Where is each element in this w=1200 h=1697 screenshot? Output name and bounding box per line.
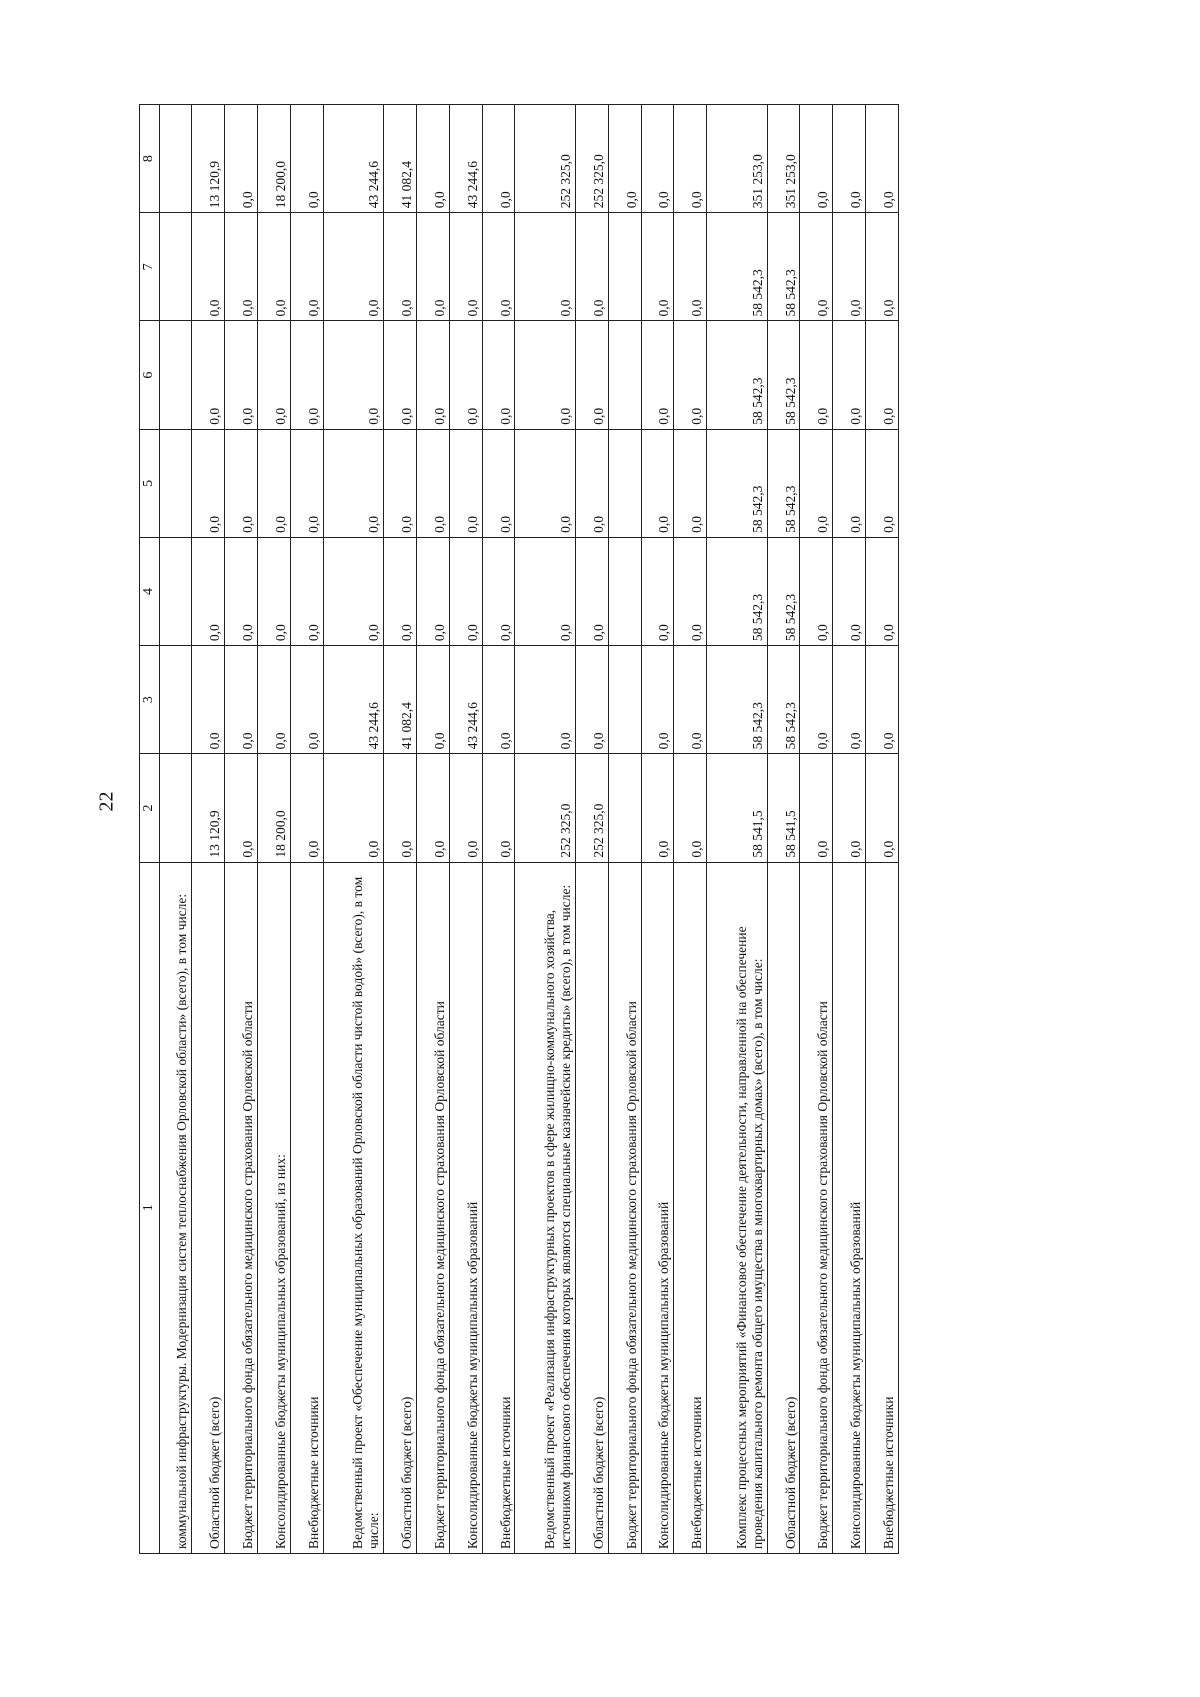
row-value: 252 325,0 bbox=[515, 105, 575, 213]
row-label: Консолидированные бюджеты муниципальных образований bbox=[641, 862, 674, 1553]
table-body bbox=[159, 105, 898, 1554]
row-value: 58 542,3 bbox=[707, 646, 767, 754]
row-value: 0,0 bbox=[449, 213, 482, 321]
row-value: 0,0 bbox=[225, 537, 258, 645]
row-value: 0,0 bbox=[192, 646, 225, 754]
row-label: Областной бюджет (всего) bbox=[192, 862, 225, 1553]
column-header: 5 bbox=[140, 429, 160, 537]
row-value: 0,0 bbox=[575, 429, 608, 537]
row-label: Консолидированные бюджеты муниципальных образований, из них: bbox=[258, 862, 291, 1553]
row-value: 0,0 bbox=[416, 105, 449, 213]
row-value: 0,0 bbox=[416, 429, 449, 537]
row-value: 0,0 bbox=[225, 213, 258, 321]
row-value bbox=[159, 754, 192, 862]
row-value: 0,0 bbox=[258, 646, 291, 754]
row-value: 58 542,3 bbox=[767, 646, 800, 754]
row-value: 0,0 bbox=[384, 429, 417, 537]
budget-table bbox=[139, 104, 899, 1554]
column-header: 2 bbox=[140, 754, 160, 862]
row-value: 0,0 bbox=[258, 321, 291, 429]
row-label: Консолидированные бюджеты муниципальных образований bbox=[449, 862, 482, 1553]
table-row bbox=[515, 105, 575, 1554]
row-value bbox=[159, 321, 192, 429]
row-value: 0,0 bbox=[449, 321, 482, 429]
table-row bbox=[290, 105, 323, 1554]
column-header: 4 bbox=[140, 537, 160, 645]
row-value: 0,0 bbox=[192, 213, 225, 321]
row-value: 43 244,6 bbox=[449, 646, 482, 754]
table-row bbox=[833, 105, 866, 1554]
row-value: 58 542,3 bbox=[767, 429, 800, 537]
budget-table-container bbox=[139, 104, 899, 1554]
table-row bbox=[323, 105, 383, 1554]
row-value: 0,0 bbox=[323, 321, 383, 429]
row-value: 18 200,0 bbox=[258, 754, 291, 862]
row-value: 43 244,6 bbox=[323, 646, 383, 754]
table-row bbox=[416, 105, 449, 1554]
row-value: 0,0 bbox=[608, 105, 641, 213]
row-value bbox=[159, 213, 192, 321]
row-value: 0,0 bbox=[384, 537, 417, 645]
row-value bbox=[608, 754, 641, 862]
row-value: 0,0 bbox=[833, 754, 866, 862]
row-value: 0,0 bbox=[674, 213, 707, 321]
table-row bbox=[767, 105, 800, 1554]
row-value: 0,0 bbox=[258, 537, 291, 645]
row-value: 0,0 bbox=[482, 105, 515, 213]
row-label: Бюджет территориального фонда обязательного медицинского страхования Орловской области bbox=[608, 862, 641, 1553]
row-value: 0,0 bbox=[384, 213, 417, 321]
row-value: 0,0 bbox=[290, 213, 323, 321]
row-value: 0,0 bbox=[800, 105, 833, 213]
row-value: 0,0 bbox=[449, 754, 482, 862]
row-value: 13 120,9 bbox=[192, 754, 225, 862]
row-value: 41 082,4 bbox=[384, 646, 417, 754]
column-header: 1 bbox=[140, 862, 160, 1553]
row-value: 0,0 bbox=[674, 646, 707, 754]
row-value: 0,0 bbox=[482, 213, 515, 321]
row-value: 43 244,6 bbox=[449, 105, 482, 213]
row-value bbox=[608, 646, 641, 754]
row-label: Внебюджетные источники bbox=[674, 862, 707, 1553]
column-header: 3 bbox=[140, 646, 160, 754]
row-value: 0,0 bbox=[674, 321, 707, 429]
table-row bbox=[575, 105, 608, 1554]
row-value: 58 542,3 bbox=[767, 321, 800, 429]
rotated-table-frame bbox=[139, 104, 899, 1554]
table-row bbox=[384, 105, 417, 1554]
table-row bbox=[482, 105, 515, 1554]
row-value: 0,0 bbox=[800, 646, 833, 754]
row-value bbox=[608, 537, 641, 645]
row-value: 58 542,3 bbox=[767, 537, 800, 645]
table-row bbox=[866, 105, 899, 1554]
row-value: 0,0 bbox=[323, 537, 383, 645]
row-value: 0,0 bbox=[290, 646, 323, 754]
row-label: Областной бюджет (всего) bbox=[575, 862, 608, 1553]
table-row bbox=[608, 105, 641, 1554]
row-value bbox=[608, 321, 641, 429]
row-value: 58 542,3 bbox=[707, 537, 767, 645]
row-value: 0,0 bbox=[482, 646, 515, 754]
column-header: 8 bbox=[140, 105, 160, 213]
row-value: 0,0 bbox=[192, 429, 225, 537]
row-value: 0,0 bbox=[416, 537, 449, 645]
row-value: 0,0 bbox=[641, 537, 674, 645]
row-value: 0,0 bbox=[384, 754, 417, 862]
row-value: 0,0 bbox=[866, 754, 899, 862]
row-value: 58 542,3 bbox=[767, 213, 800, 321]
row-value: 0,0 bbox=[482, 321, 515, 429]
row-value: 0,0 bbox=[575, 646, 608, 754]
row-label: Областной бюджет (всего) bbox=[767, 862, 800, 1553]
row-value: 0,0 bbox=[416, 213, 449, 321]
row-value: 0,0 bbox=[290, 105, 323, 213]
row-value: 0,0 bbox=[674, 754, 707, 862]
table-row bbox=[159, 105, 192, 1554]
row-value: 0,0 bbox=[641, 754, 674, 862]
row-value: 0,0 bbox=[482, 429, 515, 537]
table-row bbox=[258, 105, 291, 1554]
row-value: 0,0 bbox=[515, 537, 575, 645]
row-value: 0,0 bbox=[641, 429, 674, 537]
row-value: 0,0 bbox=[290, 537, 323, 645]
row-value: 0,0 bbox=[416, 646, 449, 754]
column-header: 7 bbox=[140, 213, 160, 321]
row-value: 0,0 bbox=[515, 321, 575, 429]
row-value bbox=[159, 646, 192, 754]
row-value: 0,0 bbox=[449, 429, 482, 537]
row-label: коммунальной инфраструктуры. Модернизация систем теплоснабжения Орловской области» (всего), в том числе: bbox=[159, 862, 192, 1553]
row-value: 0,0 bbox=[833, 537, 866, 645]
row-value: 252 325,0 bbox=[575, 754, 608, 862]
row-value: 43 244,6 bbox=[323, 105, 383, 213]
row-label: Консолидированные бюджеты муниципальных образований bbox=[833, 862, 866, 1553]
row-value: 0,0 bbox=[225, 646, 258, 754]
row-value: 0,0 bbox=[258, 429, 291, 537]
row-value: 0,0 bbox=[866, 105, 899, 213]
row-value: 0,0 bbox=[449, 537, 482, 645]
row-value bbox=[159, 537, 192, 645]
row-value: 41 082,4 bbox=[384, 105, 417, 213]
row-value: 252 325,0 bbox=[575, 105, 608, 213]
row-value: 0,0 bbox=[866, 537, 899, 645]
row-value: 0,0 bbox=[833, 429, 866, 537]
row-label: Бюджет территориального фонда обязательного медицинского страхования Орловской области bbox=[800, 862, 833, 1553]
row-label: Комплекс процессных мероприятий «Финансовое обеспечение деятельности, направленной на обеспечение проведения капитального ремонта общего имущества в многоквартирных домах» (всего), в том числе: bbox=[707, 862, 767, 1553]
row-value: 0,0 bbox=[323, 754, 383, 862]
row-label: Ведомственный проект «Обеспечение муниципальных образований Орловской области чистой водой» (всего), в том числе: bbox=[323, 862, 383, 1553]
row-value: 0,0 bbox=[866, 321, 899, 429]
row-label: Внебюджетные источники bbox=[482, 862, 515, 1553]
row-label: Бюджет территориального фонда обязательного медицинского страхования Орловской области bbox=[225, 862, 258, 1553]
row-value bbox=[608, 213, 641, 321]
row-value bbox=[159, 429, 192, 537]
page-number: 22 bbox=[95, 791, 118, 812]
row-value bbox=[159, 105, 192, 213]
row-value: 0,0 bbox=[800, 213, 833, 321]
row-value: 0,0 bbox=[515, 429, 575, 537]
row-value: 0,0 bbox=[833, 213, 866, 321]
table-row bbox=[449, 105, 482, 1554]
row-value: 252 325,0 bbox=[515, 754, 575, 862]
row-value: 0,0 bbox=[482, 537, 515, 645]
row-value: 58 541,5 bbox=[767, 754, 800, 862]
row-value: 58 542,3 bbox=[707, 213, 767, 321]
row-value: 0,0 bbox=[641, 646, 674, 754]
column-header-row bbox=[140, 105, 160, 1554]
row-label: Бюджет территориального фонда обязательного медицинского страхования Орловской области bbox=[416, 862, 449, 1553]
row-value: 0,0 bbox=[833, 321, 866, 429]
row-value: 0,0 bbox=[384, 321, 417, 429]
row-value: 0,0 bbox=[833, 105, 866, 213]
table-row bbox=[641, 105, 674, 1554]
row-value: 13 120,9 bbox=[192, 105, 225, 213]
column-header: 6 bbox=[140, 321, 160, 429]
row-value: 0,0 bbox=[290, 429, 323, 537]
row-value: 0,0 bbox=[800, 321, 833, 429]
row-label: Областной бюджет (всего) bbox=[384, 862, 417, 1553]
row-value: 0,0 bbox=[482, 754, 515, 862]
row-label: Внебюджетные источники bbox=[866, 862, 899, 1553]
row-value: 0,0 bbox=[515, 213, 575, 321]
row-value: 0,0 bbox=[866, 646, 899, 754]
row-value: 0,0 bbox=[258, 213, 291, 321]
row-value: 0,0 bbox=[192, 537, 225, 645]
row-value: 0,0 bbox=[290, 754, 323, 862]
row-value: 0,0 bbox=[192, 321, 225, 429]
row-value: 0,0 bbox=[674, 105, 707, 213]
row-value: 0,0 bbox=[674, 429, 707, 537]
row-value: 0,0 bbox=[225, 754, 258, 862]
row-value: 0,0 bbox=[575, 213, 608, 321]
row-value: 0,0 bbox=[575, 321, 608, 429]
table-row bbox=[225, 105, 258, 1554]
row-value: 0,0 bbox=[575, 537, 608, 645]
row-value bbox=[608, 429, 641, 537]
row-value: 0,0 bbox=[323, 213, 383, 321]
row-value: 0,0 bbox=[225, 321, 258, 429]
row-value: 0,0 bbox=[800, 429, 833, 537]
row-value: 0,0 bbox=[833, 646, 866, 754]
row-value: 0,0 bbox=[290, 321, 323, 429]
row-value: 58 541,5 bbox=[707, 754, 767, 862]
row-value: 0,0 bbox=[866, 213, 899, 321]
row-value: 0,0 bbox=[866, 429, 899, 537]
row-value: 0,0 bbox=[416, 321, 449, 429]
table-row bbox=[674, 105, 707, 1554]
row-label: Ведомственный проект «Реализация инфраструктурных проектов в сфере жилищно-коммунального хозяйства, источником финансового обеспечения которых являются специальные казначейские кредиты» (всего), в том числе: bbox=[515, 862, 575, 1553]
row-value: 0,0 bbox=[416, 754, 449, 862]
row-value: 58 542,3 bbox=[707, 321, 767, 429]
table-row bbox=[192, 105, 225, 1554]
row-value: 0,0 bbox=[515, 646, 575, 754]
row-value: 0,0 bbox=[800, 537, 833, 645]
row-label: Внебюджетные источники bbox=[290, 862, 323, 1553]
row-value: 18 200,0 bbox=[258, 105, 291, 213]
row-value: 0,0 bbox=[800, 754, 833, 862]
row-value: 0,0 bbox=[225, 105, 258, 213]
row-value: 0,0 bbox=[225, 429, 258, 537]
table-row bbox=[800, 105, 833, 1554]
row-value: 351 253,0 bbox=[707, 105, 767, 213]
row-value: 0,0 bbox=[323, 429, 383, 537]
row-value: 58 542,3 bbox=[707, 429, 767, 537]
row-value: 0,0 bbox=[641, 321, 674, 429]
row-value: 0,0 bbox=[674, 537, 707, 645]
row-value: 351 253,0 bbox=[767, 105, 800, 213]
row-value: 0,0 bbox=[641, 213, 674, 321]
table-row bbox=[707, 105, 767, 1554]
row-value: 0,0 bbox=[641, 105, 674, 213]
